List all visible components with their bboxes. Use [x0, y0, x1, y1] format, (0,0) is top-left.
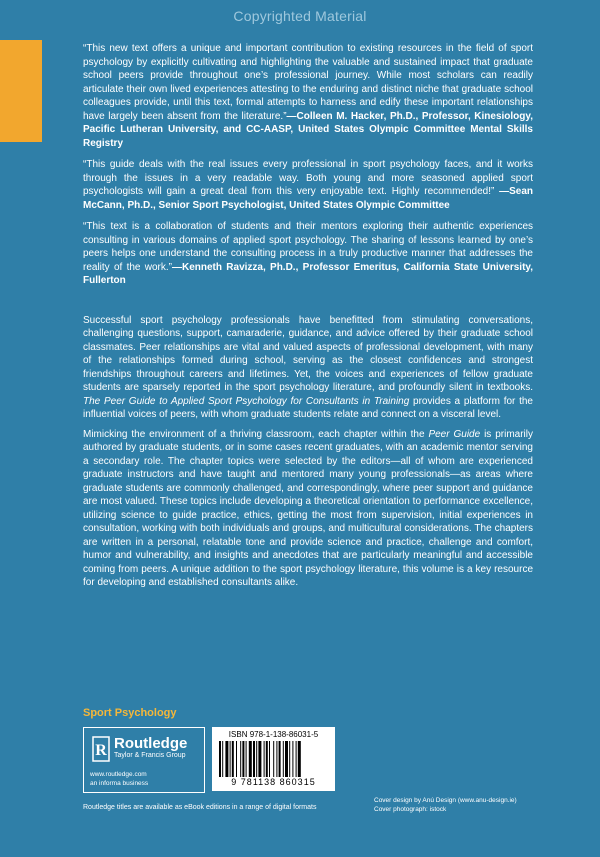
endorsement-quote: [83, 158, 533, 212]
barcode-bar: [285, 741, 288, 777]
barcode-bar: [296, 741, 297, 777]
barcode-bar: [246, 741, 247, 777]
barcode-bar: [230, 741, 231, 777]
quote-attribution: —Kenneth Ravizza, Ph.D., Professor Emeritus, California State University, Fullerton: [83, 261, 533, 286]
barcode-bar: [236, 741, 237, 777]
barcode-bar: [292, 741, 293, 777]
cover-credits: [374, 796, 517, 814]
quote-text: “This text is a collaboration of students and their mentors exploring their authentic experiences consulting in various domains of applied sport psychology. The sharing of lessons learned by one’s peers helps one understand the consulting process in a truly productive manner that addresses the reality of the work.”: [83, 221, 533, 273]
watermark: Copyrighted Material: [233, 8, 367, 24]
barcode-bar: [276, 741, 277, 777]
endorsement-quote: [83, 42, 533, 150]
book-description: [83, 314, 533, 590]
barcode-bar: [225, 741, 228, 777]
publisher-name: Routledge: [114, 735, 188, 752]
publisher-url: www.routledge.com: [90, 771, 147, 778]
barcode-bar: [266, 741, 268, 777]
barcode-bar: [279, 741, 281, 777]
barcode-bar: [219, 741, 221, 777]
quote-attribution: —Colleen M. Hacker, Ph.D., Professor, Kinesiology, Pacific Lutheran University, and CC-AASP, United States Olympic Committee Mental Skills Registry: [83, 110, 533, 149]
barcode-bar: [258, 741, 261, 777]
barcode-bar: [256, 741, 257, 777]
isbn-barcode-box: [212, 727, 335, 791]
barcode-bar: [298, 741, 301, 777]
publisher-tagline: an informa business: [90, 780, 149, 787]
back-cover-content: [83, 42, 533, 596]
barcode-bar: [283, 741, 284, 777]
ebook-note: Routledge titles are available as eBook editions in a range of digital formats: [83, 804, 317, 811]
quote-text: “This new text offers a unique and important contribution to existing resources in the field of sport psychology by explicitly cultivating and highlighting the valuable and sustained impact that graduate school peers provide throughout one’s professional journey. While most scholars can readily articulate their own lived experiences attesting to the enduring and distinct niche that graduate school colleagues provide, until this text, formal attempts to harness and edify these important relationships have largely been absent from the literature.”: [83, 43, 533, 122]
barcode-bar: [269, 741, 270, 777]
barcode-bar: [253, 741, 255, 777]
barcode-bar: [240, 741, 241, 777]
barcode-bar: [289, 741, 290, 777]
svg-text:R: R: [95, 742, 107, 759]
book-title: The Peer Guide to Applied Sport Psychology for Consultants in Training: [83, 395, 410, 407]
barcode-bar: [264, 741, 265, 777]
publisher-logo: [83, 727, 205, 793]
publisher-url-block: [90, 770, 148, 788]
barcode-bar: [273, 741, 274, 777]
design-credit: Cover design by Anú Design (www.anu-design.ie): [374, 797, 517, 804]
barcode-bar: [232, 741, 234, 777]
orange-accent-tab: [0, 40, 42, 142]
photo-credit: Cover photograph: istock: [374, 806, 447, 813]
publisher-group: Taylor & Francis Group: [114, 752, 186, 759]
routledge-r-icon: [92, 736, 110, 762]
barcode-bar: [242, 741, 244, 777]
quote-attribution: —Sean McCann, Ph.D., Senior Sport Psychologist, United States Olympic Committee: [83, 186, 533, 211]
description-paragraph: Mimicking the environment of a thriving classroom, each chapter within the Peer Guide is primarily authored by graduate students, or in some cases recent graduates, with an academic mentor serving a secondary role. The chapter topics were selected by the editors—all of whom are experienced graduate instructors and have taught and mentored many young professionals—as areas where graduate students are commonly challenged, and correspondingly, where peer support and guidance are most valued. These topics include developing a theoretical orientation to performance excellence, utilizing science to guide practice, ethics, getting the most from supervision, initial experiences in consultation, working with both individuals and groups, and multicultural considerations. The chapters are written in a personal, relatable tone and provide science and practice, challenge and comfort, humor and vulnerability, and insights and anecdotes that are particularly meaningful and accessible coming from peers. A unique addition to the sport psychology literature, this volume is a key resource for developing and established consultants alike.: [83, 428, 534, 588]
endorsement-quote: [83, 220, 533, 288]
barcode-bar: [249, 741, 252, 777]
barcode-bar: [222, 741, 223, 777]
subject-category: Sport Psychology: [83, 707, 177, 719]
barcode-digits: 9 781138 860315: [231, 777, 316, 787]
isbn-label: ISBN 978-1-138-86031-5: [228, 730, 319, 739]
book-short-title: Peer Guide: [428, 428, 481, 440]
barcode-graphic: [219, 741, 328, 777]
description-paragraph: Successful sport psychology professionals have benefitted from stimulating conversations, challenging questions, support, camaraderie, guidance, and advice offered by their graduate school classmates. Peer relationships are vital and valued aspects of professional development, with many of the relationships formed during school, serving as the closest confidences and strongest friendships throughout careers and lifetimes. Yet, the voices and experiences of fellow graduate students are sparsely reported in the sport psychology literature, and profoundly silent in textbooks. The Peer Guide to Applied Sport Psychology for Consultants in Training provides a platform for the influential voices of peers, with whom graduate students relate and connect on a visceral level.: [83, 314, 533, 420]
quote-text: “This guide deals with the real issues every professional in sport psychology faces, and it works through the issues in a very readable way. Both young and more seasoned applied sport psychologists will gain a great deal from this very enjoyable text. Highly recommended!”: [83, 159, 533, 197]
